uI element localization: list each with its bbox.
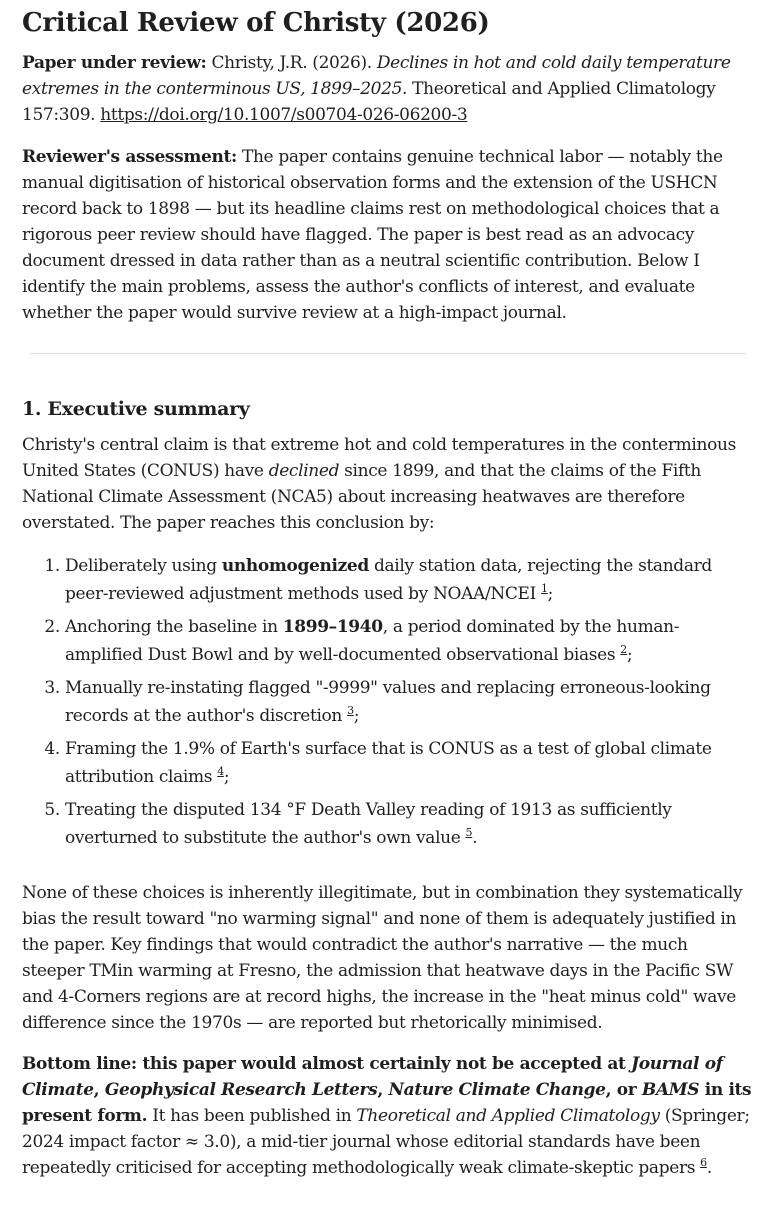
assessment-paragraph: [22, 144, 752, 326]
journal-name: Geophysical Research Letters: [104, 1080, 378, 1100]
list-item: [65, 735, 752, 791]
footnote-link[interactable]: 1: [541, 582, 548, 596]
paper-journal: Theoretical and Applied Climatology 157:309.: [22, 79, 716, 125]
intro-text-b: since 1899, and that the claims of the Fifth National Climate Assessment (NCA5) about increasing heatwaves are therefore overstated. The paper reaches this conclusion by:: [22, 461, 701, 533]
intro-emphasis: declined: [268, 461, 340, 481]
assessment-label: Reviewer's assessment:: [22, 147, 237, 167]
analysis-paragraph: None of these choices is inherently illegitimate, but in combination they systematically bias the result toward "no warming signal" and none of them is adequately justified in the paper. Key findings that would contradict the author's narrative — the much steeper TMin warming at Fresno, the admission that heatwave days in the Pacific SW and 4-Corners regions are at record highs, the increase in the "heat minus cold" wave difference since the 1970s — are reported but rhetorically minimised.: [22, 883, 743, 1033]
footnote-link[interactable]: 4: [217, 765, 224, 779]
list-item: [65, 613, 752, 669]
journal-name: Journal of Climate: [22, 1054, 723, 1100]
bottom-text: (Springer; 2024 impact factor ≈ 3.0), a mid-tier journal whose editorial standards have been repeatedly criticised for accepting methodologically weak climate-skeptic papers: [22, 1106, 750, 1178]
journal-name: BAMS: [641, 1080, 700, 1100]
page-title: Critical Review of Christy (2026): [22, 8, 490, 38]
document: [0, 6, 768, 1181]
bottom-line-bold: Bottom line: this paper would almost certainly not be accepted at Journal of Climate, Geophysical Research Letters, Nature Climate Change, or BAMS in its present form.: [22, 1054, 752, 1126]
problem-list: [22, 552, 752, 852]
doi-link[interactable]: https://doi.org/10.1007/s00704-026-06200-3: [100, 105, 468, 125]
bottom-line-paragraph: [22, 1051, 752, 1181]
item-bold: unhomogenized: [221, 556, 369, 576]
footnote-link[interactable]: 3: [347, 704, 354, 718]
intro-text-a: Christy's central claim is that extreme hot and cold temperatures in the conterminous United States (CONUS) have: [22, 435, 736, 481]
section-heading: 1. Executive summary: [22, 398, 250, 420]
summary-intro: [22, 432, 752, 536]
item-end: ;: [547, 584, 554, 604]
footnote-link[interactable]: 5: [465, 826, 473, 840]
item-end: ;: [353, 706, 360, 726]
item-text: daily station data, rejecting the standard peer-reviewed adjustment methods used by NOAA/NCEI: [65, 556, 712, 604]
list-item: [65, 674, 752, 730]
item-end: ;: [626, 645, 633, 665]
paper-authors: Christy, J.R. (2026).: [211, 53, 372, 73]
bottom-text: It has been published in: [147, 1106, 357, 1126]
journal-name: Theoretical and Applied Climatology: [356, 1106, 660, 1126]
list-item: [65, 796, 752, 852]
footnote-link[interactable]: 2: [620, 643, 627, 657]
paper-citation: [22, 50, 752, 128]
item-text: Framing the 1.9% of Earth's surface that is CONUS as a test of global climate attribution claims: [65, 739, 712, 787]
section-divider: [30, 353, 746, 354]
paper-label: Paper under review:: [22, 53, 207, 73]
journal-name: Nature Climate Change: [388, 1080, 606, 1100]
assessment-text: The paper contains genuine technical labor — notably the manual digitisation of historical observation forms and the extension of the USHCN record back to 1898 — but its headline claims rest on methodological choices that a rigorous peer review should have flagged. The paper is best read as an advocacy document dressed in data rather than as a neutral scientific contribution. Below I identify the main problems, assess the author's conflicts of interest, and evaluate whether the paper would survive review at a high-impact journal.: [22, 147, 723, 323]
footnote-link[interactable]: 6: [700, 1156, 707, 1170]
item-text: Treating the disputed 134 °F Death Valley reading of 1913 as sufficiently overturned to substitute the author's own value: [65, 800, 672, 848]
item-text: Deliberately using: [65, 556, 222, 576]
paper-article-title: Declines in hot and cold daily temperature extremes in the conterminous US, 1899–2025.: [22, 53, 731, 99]
item-text: , a period dominated by the human-amplified Dust Bowl and by well-documented observational biases: [65, 617, 680, 665]
item-bold: 1899–1940: [282, 617, 383, 637]
item-end: ;: [223, 767, 230, 787]
bottom-end: .: [706, 1158, 712, 1178]
item-end: .: [472, 828, 478, 848]
list-item: [65, 552, 752, 608]
item-text: Anchoring the baseline in: [65, 617, 283, 637]
item-text: Manually re-instating flagged "-9999" values and replacing erroneous-looking records at the author's discretion: [65, 678, 711, 726]
